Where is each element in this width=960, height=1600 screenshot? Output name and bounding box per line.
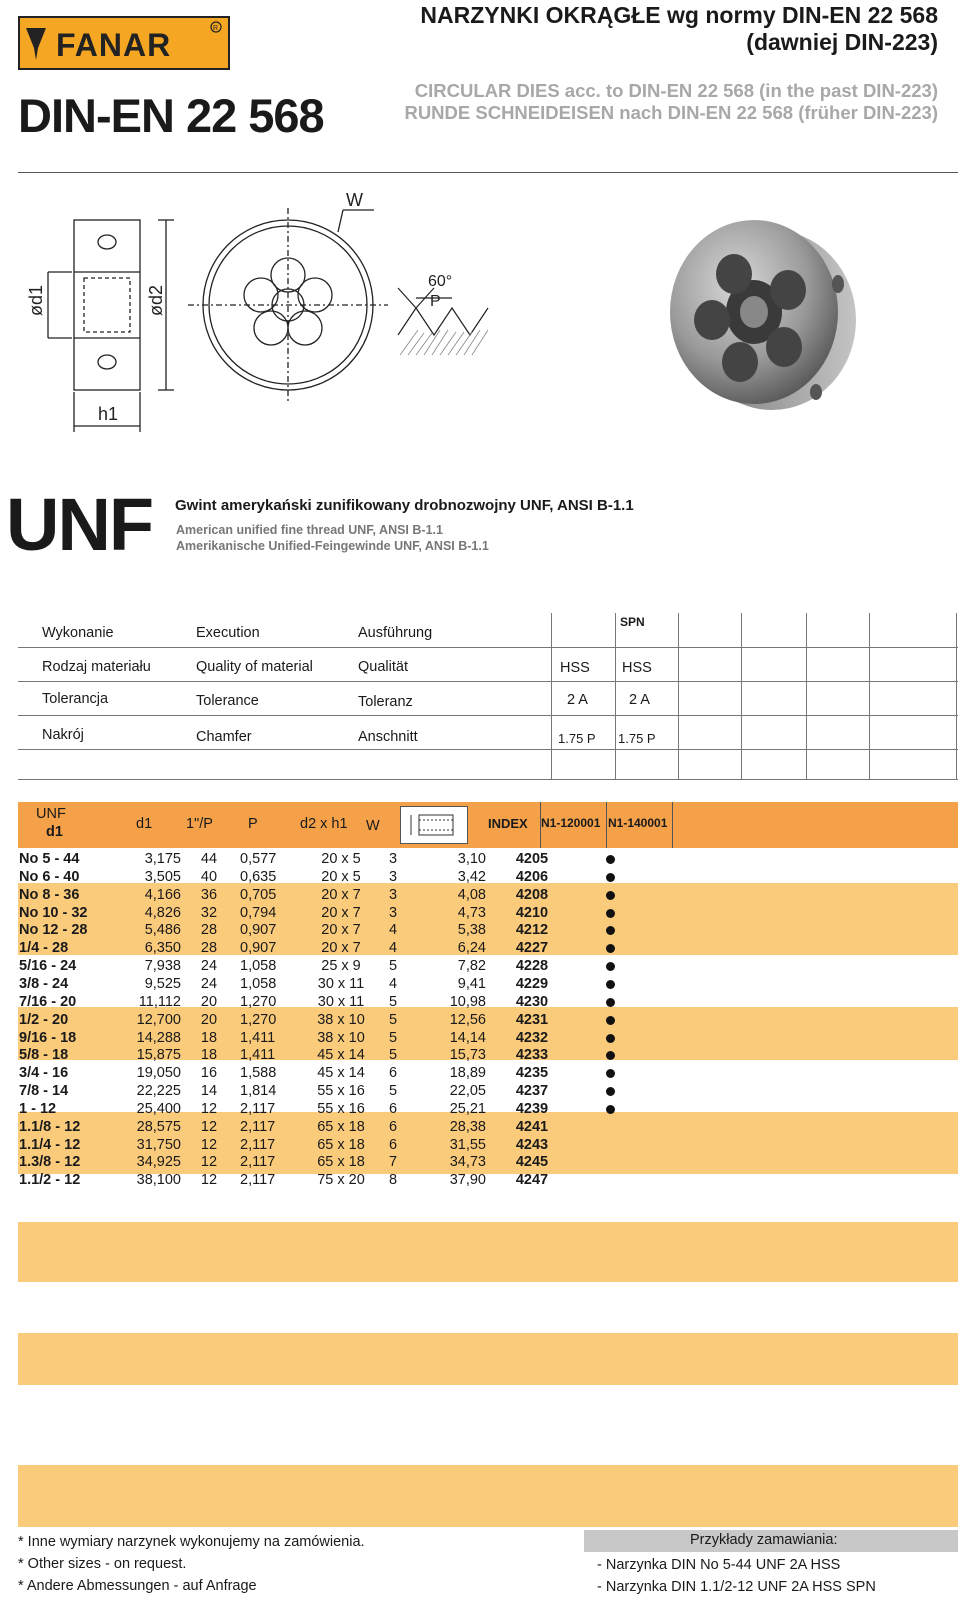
th-tpi: 1"/P <box>186 816 213 832</box>
cell-p: 2,117 <box>240 1136 276 1153</box>
cell-dxh: 38 x 10 <box>317 1011 365 1028</box>
cell-w: 3 <box>388 886 398 903</box>
cell-p: 1,058 <box>240 958 277 975</box>
cell-d1: 7,938 <box>144 958 181 975</box>
spec-pl: Nakrój <box>42 727 84 743</box>
cell-index: 4229 <box>515 975 549 992</box>
die-profile-icon <box>400 806 468 844</box>
cell-dxh: 45 x 14 <box>317 1065 365 1082</box>
cell-d1: 25,400 <box>136 1100 181 1117</box>
cell-p: 0,635 <box>240 868 277 885</box>
cell-tpi: 20 <box>200 1011 218 1028</box>
cell-tpi: 16 <box>200 1065 218 1082</box>
subtitle <box>404 80 938 124</box>
cell-tpi: 12 <box>200 1172 218 1189</box>
cell-unf: 1.3/8 - 12 <box>19 1154 81 1171</box>
cell-w: 5 <box>388 1083 398 1100</box>
table-row <box>18 1083 958 1101</box>
cell-d: 12,56 <box>449 1011 486 1028</box>
cell-d1: 9,525 <box>144 975 181 992</box>
label-w: W <box>346 190 363 210</box>
cell-d: 15,73 <box>449 1047 486 1064</box>
spec-row-empty <box>18 749 958 780</box>
subtitle-de: RUNDE SCHNEIDEISEN nach DIN-EN 22 568 (früher DIN-223) <box>404 102 938 123</box>
dot-icon <box>606 962 615 971</box>
cell-unf: 1/2 - 20 <box>19 1011 69 1028</box>
cell-unf: No 10 - 32 <box>19 904 88 921</box>
spec-de: Qualität <box>358 659 408 675</box>
spec-v2: 1.75 P <box>618 731 656 746</box>
title-line-2: (dawniej DIN-223) <box>746 29 938 55</box>
fanar-logo <box>18 16 230 70</box>
spec-en: Execution <box>196 625 260 641</box>
cell-tpi: 24 <box>200 975 218 992</box>
dot-icon <box>606 1051 615 1060</box>
cell-unf: 7/8 - 14 <box>19 1083 69 1100</box>
die-photo <box>662 212 858 412</box>
svg-text:R: R <box>213 25 219 32</box>
cell-w: 3 <box>388 851 398 867</box>
spn-label: SPN <box>620 615 645 629</box>
cell-d: 3,10 <box>457 851 486 867</box>
th-dxh: d2 x h1 <box>300 816 348 832</box>
cell-d1: 3,505 <box>144 868 181 885</box>
cell-index: 4232 <box>515 1029 549 1046</box>
cell-w: 4 <box>388 975 398 992</box>
cell-unf: 5/8 - 18 <box>19 1047 69 1064</box>
spec-en: Quality of material <box>196 659 313 675</box>
cell-index: 4210 <box>515 904 549 921</box>
note-en: * Other sizes - on request. <box>18 1556 187 1572</box>
cell-w: 5 <box>388 1029 398 1046</box>
availability-dot <box>578 887 642 904</box>
cell-unf: 7/16 - 20 <box>19 993 77 1010</box>
table-row <box>18 976 958 994</box>
cell-dxh: 65 x 18 <box>317 1154 365 1171</box>
cell-dxh: 55 x 16 <box>317 1100 365 1117</box>
cell-d: 28,38 <box>449 1118 486 1135</box>
availability-dot <box>578 958 642 975</box>
spec-row <box>18 613 958 648</box>
cell-w: 8 <box>388 1172 398 1189</box>
cell-d: 5,38 <box>457 922 486 939</box>
table-row <box>18 1137 958 1155</box>
table-row <box>18 1172 958 1190</box>
cell-d1: 22,225 <box>136 1083 181 1100</box>
subtitle-en: CIRCULAR DIES acc. to DIN-EN 22 568 (in the past DIN-223) <box>414 80 938 101</box>
cell-index: 4208 <box>515 886 549 903</box>
cell-index: 4243 <box>515 1136 549 1153</box>
table-row <box>18 1154 958 1172</box>
cell-p: 1,814 <box>240 1083 277 1100</box>
cell-d: 25,21 <box>449 1100 486 1117</box>
table-row <box>18 1065 958 1083</box>
th-divider <box>672 802 673 848</box>
cell-dxh: 20 x 5 <box>321 868 361 885</box>
cell-p: 2,117 <box>240 1100 276 1117</box>
cell-p: 1,411 <box>240 1029 276 1046</box>
cell-p: 0,705 <box>240 886 277 903</box>
table-row <box>18 905 958 923</box>
technical-drawing <box>18 180 498 440</box>
th-divider <box>606 802 607 848</box>
cell-unf: No 5 - 44 <box>19 851 80 867</box>
cell-d1: 5,486 <box>144 922 181 939</box>
fanar-logo-mark <box>20 18 228 68</box>
availability-dot <box>578 922 642 939</box>
cell-w: 5 <box>388 1011 398 1028</box>
label-d1: ød1 <box>26 284 46 316</box>
cell-p: 1,588 <box>240 1065 277 1082</box>
cell-dxh: 65 x 18 <box>317 1136 365 1153</box>
dot-icon <box>606 1069 615 1078</box>
cell-tpi: 12 <box>200 1154 218 1171</box>
table-row <box>18 994 958 1012</box>
spec-v1: 2 A <box>567 692 588 708</box>
th-unf-sub: d1 <box>46 824 63 840</box>
standard-title: DIN-EN 22 568 <box>18 89 324 142</box>
cell-index: 4235 <box>515 1065 549 1082</box>
cell-d: 18,89 <box>449 1065 486 1082</box>
cell-tpi: 28 <box>200 940 218 957</box>
die-profile-glyph <box>401 807 467 843</box>
dot-icon <box>606 944 615 953</box>
cell-d: 34,73 <box>449 1154 486 1171</box>
th-unf: UNF <box>36 806 66 822</box>
th-d1: d1 <box>136 816 153 832</box>
dot-icon <box>606 1016 615 1025</box>
cell-index: 4247 <box>515 1172 549 1189</box>
cell-index: 4205 <box>515 851 549 867</box>
th-divider <box>540 802 541 848</box>
availability-dot <box>578 994 642 1011</box>
cell-p: 0,794 <box>240 904 277 921</box>
cell-tpi: 12 <box>200 1100 218 1117</box>
cell-dxh: 20 x 7 <box>321 940 361 957</box>
cell-w: 5 <box>388 958 398 975</box>
cell-dxh: 45 x 14 <box>317 1047 365 1064</box>
cell-d1: 34,925 <box>136 1154 181 1171</box>
spec-table <box>18 613 958 780</box>
cell-w: 6 <box>388 1136 398 1153</box>
cell-dxh: 75 x 20 <box>317 1172 365 1189</box>
cell-w: 6 <box>388 1065 398 1082</box>
cell-d1: 11,112 <box>138 993 181 1010</box>
spec-pl: Tolerancja <box>42 691 109 707</box>
cell-tpi: 32 <box>200 904 218 921</box>
cell-tpi: 14 <box>200 1083 218 1100</box>
cell-tpi: 40 <box>200 868 218 885</box>
cell-d1: 4,826 <box>144 904 181 921</box>
cell-tpi: 44 <box>200 851 218 867</box>
cell-d1: 31,750 <box>136 1136 181 1153</box>
dot-icon <box>606 980 615 989</box>
cell-tpi: 20 <box>200 993 218 1010</box>
cell-p: 0,907 <box>240 940 277 957</box>
cell-p: 1,411 <box>240 1047 276 1064</box>
table-row <box>18 958 958 976</box>
cell-dxh: 30 x 11 <box>317 993 365 1010</box>
row-band <box>18 1333 958 1385</box>
cell-p: 2,117 <box>240 1172 276 1189</box>
row-band <box>18 1222 958 1282</box>
cell-d: 37,90 <box>449 1172 486 1189</box>
th-col2: N1-140001 <box>608 816 668 830</box>
availability-dot <box>578 940 642 957</box>
cell-d: 7,82 <box>457 958 486 975</box>
cell-dxh: 65 x 18 <box>317 1118 365 1135</box>
table-row <box>18 922 958 940</box>
cell-p: 1,058 <box>240 975 277 992</box>
th-p: P <box>248 816 258 832</box>
cell-unf: 9/16 - 18 <box>19 1029 77 1046</box>
cell-dxh: 20 x 7 <box>321 886 361 903</box>
dot-icon <box>606 1087 615 1096</box>
cell-unf: No 8 - 36 <box>19 886 80 903</box>
cell-unf: 3/4 - 16 <box>19 1065 69 1082</box>
cell-index: 4231 <box>515 1011 549 1028</box>
cell-w: 4 <box>388 940 398 957</box>
cell-index: 4228 <box>515 958 549 975</box>
cell-d1: 4,166 <box>144 886 181 903</box>
cell-tpi: 28 <box>200 922 218 939</box>
cell-w: 3 <box>388 868 398 885</box>
cell-unf: 5/16 - 24 <box>19 958 77 975</box>
cell-dxh: 20 x 7 <box>321 904 361 921</box>
spec-v2: HSS <box>622 660 652 676</box>
table-row <box>18 1119 958 1137</box>
availability-dot <box>578 1065 642 1082</box>
table-row <box>18 1047 958 1065</box>
cell-index: 4227 <box>515 940 549 957</box>
cell-w: 7 <box>388 1154 398 1171</box>
dot-icon <box>606 1105 615 1114</box>
spec-v1: HSS <box>560 660 590 676</box>
thread-desc-de: Amerikanische Unified-Feingewinde UNF, ANSI B-1.1 <box>176 539 489 553</box>
cell-index: 4233 <box>515 1047 549 1064</box>
dot-icon <box>606 909 615 918</box>
dot-icon <box>606 855 615 864</box>
availability-dot <box>578 851 642 868</box>
table-row <box>18 940 958 958</box>
cell-d1: 38,100 <box>136 1172 181 1189</box>
cell-d: 4,73 <box>457 904 486 921</box>
thread-code: UNF <box>6 483 153 566</box>
cell-index: 4230 <box>515 993 549 1010</box>
table-row <box>18 869 958 887</box>
cell-index: 4241 <box>515 1118 549 1135</box>
cell-p: 0,577 <box>240 851 277 867</box>
label-angle: 60° <box>428 273 453 290</box>
cell-dxh: 30 x 11 <box>317 975 365 992</box>
cell-dxh: 25 x 9 <box>321 958 361 975</box>
cell-p: 0,907 <box>240 922 277 939</box>
label-h1: h1 <box>98 404 119 424</box>
cell-d1: 28,575 <box>136 1118 181 1135</box>
cell-unf: 1.1/2 - 12 <box>19 1172 81 1189</box>
cell-dxh: 20 x 5 <box>321 851 361 867</box>
row-band <box>18 1465 958 1527</box>
cell-d: 9,41 <box>457 975 486 992</box>
label-p: P <box>430 293 441 310</box>
cell-unf: 1/4 - 28 <box>19 940 69 957</box>
cell-d1: 19,050 <box>136 1065 181 1082</box>
cell-w: 3 <box>388 904 398 921</box>
cell-d: 22,05 <box>449 1083 486 1100</box>
spec-pl: Rodzaj materiału <box>42 659 151 675</box>
svg-text:FANAR: FANAR <box>56 27 172 63</box>
note-pl: * Inne wymiary narzynek wykonujemy na zamówienia. <box>18 1534 365 1550</box>
cell-tpi: 24 <box>200 958 218 975</box>
dot-icon <box>606 891 615 900</box>
spec-v1: 1.75 P <box>558 731 596 746</box>
thread-desc-pl: Gwint amerykański zunifikowany drobnozwojny UNF, ANSI B-1.1 <box>175 497 634 514</box>
cell-p: 1,270 <box>240 1011 277 1028</box>
cell-tpi: 12 <box>200 1136 218 1153</box>
thread-desc-other <box>176 522 489 554</box>
cell-index: 4206 <box>515 868 549 885</box>
table-row <box>18 1012 958 1030</box>
table-row <box>18 1101 958 1119</box>
dot-icon <box>606 1034 615 1043</box>
cell-d: 6,24 <box>457 940 486 957</box>
spec-de: Ausführung <box>358 625 433 641</box>
cell-tpi: 36 <box>200 886 218 903</box>
cell-d: 31,55 <box>449 1136 486 1153</box>
table-row <box>18 887 958 905</box>
cell-w: 6 <box>388 1100 398 1117</box>
availability-dot <box>578 869 642 886</box>
cell-d: 10,98 <box>449 993 486 1010</box>
cell-dxh: 55 x 16 <box>317 1083 365 1100</box>
table-row <box>18 851 958 869</box>
spec-row <box>18 681 958 716</box>
spec-pl: Wykonanie <box>42 625 114 641</box>
dot-icon <box>606 873 615 882</box>
cell-unf: 1.1/8 - 12 <box>19 1118 81 1135</box>
cell-index: 4239 <box>515 1100 549 1117</box>
cell-w: 5 <box>388 1047 398 1064</box>
dot-icon <box>606 998 615 1007</box>
th-col1: N1-120001 <box>541 816 601 830</box>
availability-dot <box>578 905 642 922</box>
availability-dot <box>578 1101 642 1118</box>
cell-dxh: 20 x 7 <box>321 922 361 939</box>
example-2: - Narzynka DIN 1.1/2-12 UNF 2A HSS SPN <box>597 1579 876 1595</box>
table-row <box>18 1030 958 1048</box>
cell-index: 4212 <box>515 922 549 939</box>
cell-tpi: 18 <box>200 1047 218 1064</box>
spec-v2: 2 A <box>629 692 650 708</box>
spec-en: Chamfer <box>196 729 252 745</box>
cell-unf: No 12 - 28 <box>19 922 88 939</box>
cell-p: 1,270 <box>240 993 277 1010</box>
cell-d1: 6,350 <box>144 940 181 957</box>
th-w: W <box>366 818 380 834</box>
availability-dot <box>578 1030 642 1047</box>
thread-desc-en: American unified fine thread UNF, ANSI B-1.1 <box>176 523 443 537</box>
cell-d: 14,14 <box>449 1029 486 1046</box>
cell-d1: 14,288 <box>136 1029 181 1046</box>
availability-dot <box>578 1047 642 1064</box>
label-d2: ød2 <box>146 284 166 316</box>
title-line-1: NARZYNKI OKRĄGŁE wg normy DIN-EN 22 568 <box>420 2 938 28</box>
cell-dxh: 38 x 10 <box>317 1029 365 1046</box>
availability-dot <box>578 1083 642 1100</box>
availability-dot <box>578 976 642 993</box>
availability-dot <box>578 1012 642 1029</box>
cell-unf: 3/8 - 24 <box>19 975 69 992</box>
cell-index: 4237 <box>515 1083 549 1100</box>
divider <box>18 172 958 173</box>
cell-p: 2,117 <box>240 1154 276 1171</box>
cell-unf: 1.1/4 - 12 <box>19 1136 81 1153</box>
cell-d: 4,08 <box>457 886 486 903</box>
spec-en: Tolerance <box>196 693 259 709</box>
cell-d1: 3,175 <box>144 851 181 867</box>
page-title <box>420 2 938 56</box>
table-header <box>18 802 958 848</box>
th-index: INDEX <box>488 816 528 831</box>
cell-unf: 1 - 12 <box>19 1100 57 1117</box>
examples-title: Przykłady zamawiania: <box>690 1532 838 1548</box>
spec-row <box>18 715 958 750</box>
cell-w: 6 <box>388 1118 398 1135</box>
example-1: - Narzynka DIN No 5-44 UNF 2A HSS <box>597 1557 841 1573</box>
note-de: * Andere Abmessungen - auf Anfrage <box>18 1578 257 1594</box>
cell-d: 3,42 <box>457 868 486 885</box>
cell-tpi: 12 <box>200 1118 218 1135</box>
cell-d1: 12,700 <box>136 1011 181 1028</box>
cell-d1: 15,875 <box>136 1047 181 1064</box>
cell-w: 5 <box>388 993 398 1010</box>
cell-p: 2,117 <box>240 1118 276 1135</box>
cell-tpi: 18 <box>200 1029 218 1046</box>
cell-unf: No 6 - 40 <box>19 868 80 885</box>
cell-index: 4245 <box>515 1154 549 1171</box>
spec-de: Toleranz <box>358 694 413 710</box>
dot-icon <box>606 926 615 935</box>
cell-w: 4 <box>388 922 398 939</box>
spec-de: Anschnitt <box>358 729 418 745</box>
spec-row <box>18 647 958 682</box>
